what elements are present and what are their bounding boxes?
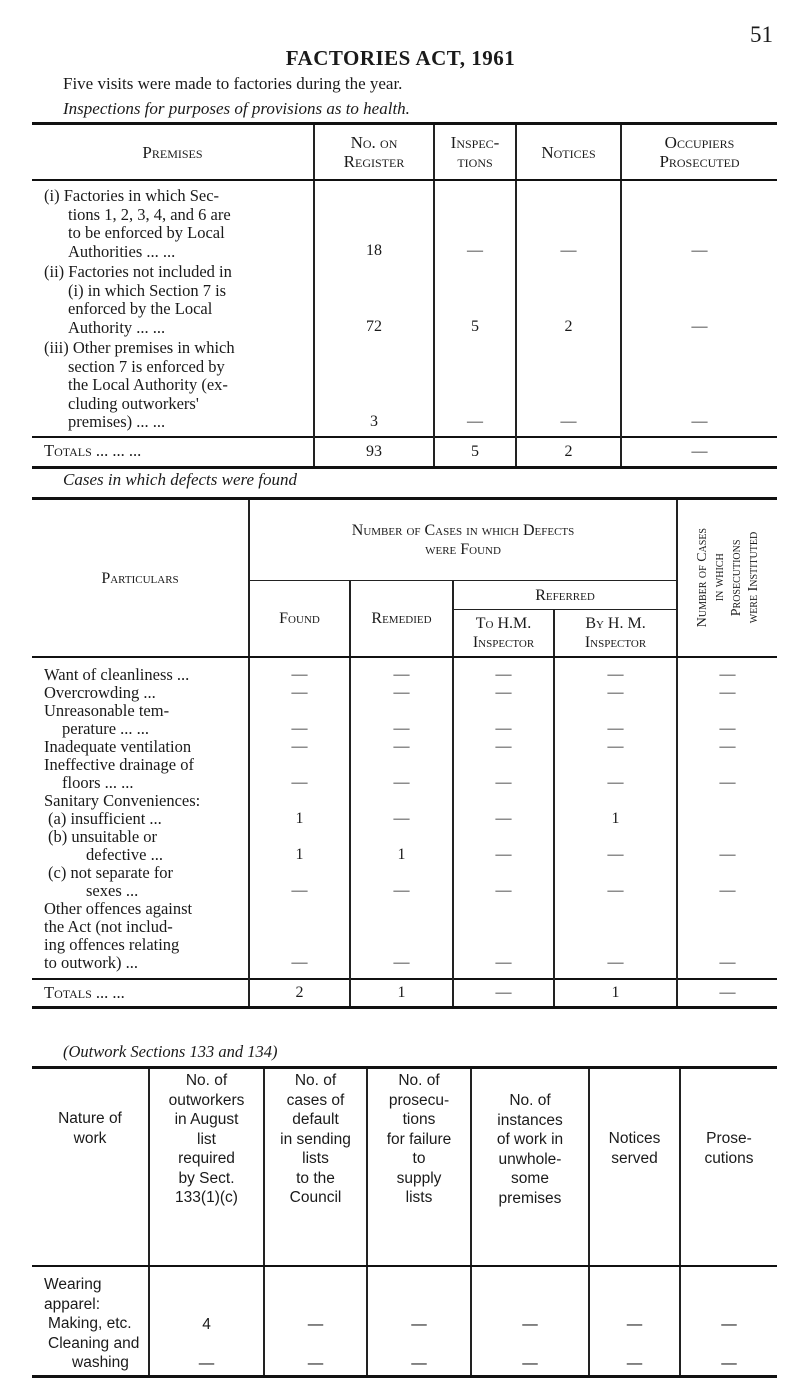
particular-label: Inadequate ventilation [44,737,192,756]
by-hm-value: — [554,900,677,979]
totals-label: Totals ... ... ... [32,437,314,468]
by-hm-value: 1 [554,792,677,828]
table-row [32,1334,777,1377]
by-hm-value: — [554,738,677,756]
outworkers-value: 4 [149,1266,264,1334]
table-header-row [32,499,777,581]
to-hm-value: — [453,900,554,979]
totals-prosecutions: — [677,979,777,1008]
notices-value: 2 [516,263,621,339]
table-row [32,738,777,756]
table-row [32,792,777,828]
section2-heading: Cases in which defects were found [63,470,298,489]
particular-label: (b) unsuitable or defective ... [48,827,163,864]
prosecutions-value: — [677,657,777,684]
col-to-hm-inspector: To H.M. Inspector [453,610,554,658]
totals-row [32,979,777,1008]
section3-heading-text: (Outwork Sections 133 and 134) [63,1042,278,1061]
remedied-value: — [350,792,453,828]
to-hm-value: — [453,738,554,756]
inspections-value: — [434,180,516,263]
col-prosecutions-failure: No. of prosecu- tions for failure to supply lists [367,1068,471,1267]
col-inspections: Inspec- tions [434,124,516,181]
by-hm-value: — [554,657,677,684]
col-nature-of-work: Nature of work [32,1068,149,1267]
remedied-value: 1 [350,828,453,864]
particular-label: (c) not separate for sexes ... [48,863,174,900]
col-notices: Notices [516,124,621,181]
to-hm-value: — [453,684,554,702]
found-value: — [249,738,350,756]
col-unwholesome-premises: No. of instances of work in unwhole- some premises [471,1068,589,1267]
particular-label: Want of cleanliness ... [44,665,190,684]
totals-register: 93 [314,437,434,468]
prosecutions-value: — [677,828,777,864]
table-row [32,864,777,900]
found-value: — [249,684,350,702]
table-header-row [32,1068,777,1267]
table-row [32,263,777,339]
table-row [32,900,777,979]
found-value: — [249,702,350,738]
table-row [32,828,777,864]
premises-label: (iii) Other premises in which section 7 is enforced by the Local Authority (ex- cluding outworkers' premises) ... ... [44,338,235,431]
particular-label: Overcrowding ... [44,683,156,702]
outwork-table [32,1066,777,1378]
totals-notices: 2 [516,437,621,468]
remedied-value: — [350,864,453,900]
found-value: 1 [249,828,350,864]
col-outworkers-list: No. of outworkers in August list required by Sect. 133(1)(c) [149,1068,264,1267]
col-prosecutions: Number of Cases in which Prosecutions were Instituted [677,499,777,658]
particular-label: Unreasonable tem- perature ... ... [44,701,170,738]
col-premises: Premises [32,124,314,181]
register-value: 18 [314,180,434,263]
to-hm-value: — [453,864,554,900]
outworkers-value: — [149,1334,264,1377]
totals-prosecuted: — [621,437,777,468]
table-row [32,756,777,792]
remedied-value: — [350,738,453,756]
health-inspections-table [32,122,777,469]
nature-label: Wearing apparel: Making, etc. [44,1276,132,1332]
col-found: Found [249,581,350,658]
prosecutions-value: — [680,1266,777,1334]
default-value: — [264,1266,367,1334]
col-prosecuted: Occupiers Prosecuted [621,124,777,181]
col-prosecutions: Prose- cutions [680,1068,777,1267]
prosecuted-value: — [621,180,777,263]
col-notices-served: Notices served [589,1068,680,1267]
prosecutions-value: — [677,738,777,756]
section3-heading [63,1042,277,1062]
unwholesome-value: — [471,1334,589,1377]
by-hm-value: — [554,864,677,900]
prosecutions-value: — [677,900,777,979]
table-row [32,702,777,738]
by-hm-value: — [554,684,677,702]
table-row [32,1266,777,1334]
to-hm-value: — [453,756,554,792]
prosecutions-failure-value: — [367,1334,471,1377]
col-cases-of-default: No. of cases of default in sending lists to the Council [264,1068,367,1267]
section1-heading: Inspections for purposes of provisions as to health. [63,99,410,118]
to-hm-value: — [453,792,554,828]
col-register: No. on Register [314,124,434,181]
remedied-value: — [350,684,453,702]
prosecutions-value: — [677,864,777,900]
intro-paragraph: Five visits were made to factories during the year. [63,74,403,93]
to-hm-value: — [453,828,554,864]
col-by-hm-inspector: By H. M. Inspector [554,610,677,658]
notices-value: — [589,1266,680,1334]
defects-table [32,497,777,1009]
by-hm-value: — [554,828,677,864]
found-value: 1 [249,792,350,828]
totals-inspections: 5 [434,437,516,468]
found-value: — [249,657,350,684]
col-remedied: Remedied [350,581,453,658]
register-value: 3 [314,339,434,437]
notices-value: — [516,339,621,437]
premises-label: (i) Factories in which Sec- tions 1, 2, 3, 4, and 6 are to be enforced by Local Authorities ... ... [44,186,231,261]
inspections-value: — [434,339,516,437]
totals-by-hm: 1 [554,979,677,1008]
table-row [32,657,777,684]
totals-found: 2 [249,979,350,1008]
unwholesome-value: — [471,1266,589,1334]
table-row [32,339,777,437]
particular-label: Ineffective drainage of floors ... ... [44,755,194,792]
register-value: 72 [314,263,434,339]
totals-label: Totals ... ... [32,979,249,1008]
particular-label: Sanitary Conveniences: (a) insufficient ... [44,791,201,828]
by-hm-value: — [554,756,677,792]
page-number: 51 [750,22,773,47]
by-hm-value: — [554,702,677,738]
prosecutions-value: — [677,756,777,792]
table-row [32,180,777,263]
prosecutions-value: — [677,702,777,738]
prosecutions-value [677,792,777,828]
prosecuted-value: — [621,339,777,437]
totals-row [32,437,777,468]
col-group-defects: Number of Cases in which Defects were Found [249,499,677,581]
premises-label: (ii) Factories not included in (i) in which Section 7 is enforced by the Local Authority ... ... [44,262,232,337]
to-hm-value: — [453,702,554,738]
default-value: — [264,1334,367,1377]
particular-label: Other offences against the Act (not includ- ing offences relating to outwork) ... [44,899,193,972]
totals-remedied: 1 [350,979,453,1008]
prosecutions-value: — [677,684,777,702]
col-particulars: Particulars [32,499,249,658]
table-header-row [32,124,777,181]
page-title: FACTORIES ACT, 1961 [285,46,516,70]
notices-value: — [589,1334,680,1377]
prosecuted-value: — [621,263,777,339]
remedied-value: — [350,657,453,684]
inspections-value: 5 [434,263,516,339]
found-value: — [249,900,350,979]
found-value: — [249,864,350,900]
prosecutions-value: — [680,1334,777,1377]
prosecutions-failure-value: — [367,1266,471,1334]
to-hm-value: — [453,657,554,684]
found-value: — [249,756,350,792]
col-referred: Referred [453,581,677,610]
notices-value: — [516,180,621,263]
remedied-value: — [350,756,453,792]
remedied-value: — [350,900,453,979]
nature-label: Cleaning and washing [48,1334,140,1371]
totals-to-hm: — [453,979,554,1008]
remedied-value: — [350,702,453,738]
table-row [32,684,777,702]
